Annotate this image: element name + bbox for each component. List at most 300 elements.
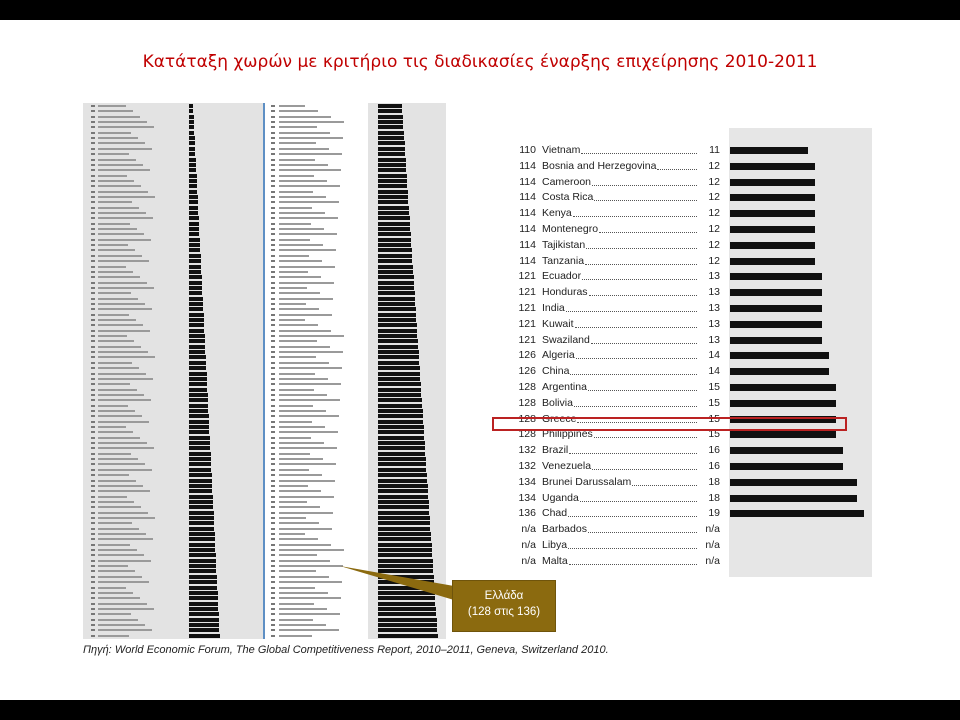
thumb-name-mark bbox=[279, 528, 332, 530]
row-value: 12 bbox=[708, 207, 720, 220]
row-rank: 114 bbox=[519, 254, 536, 267]
thumb-name-mark bbox=[279, 415, 339, 417]
thumb-rank-mark bbox=[91, 148, 95, 150]
thumb-rank-mark bbox=[91, 389, 95, 391]
chart-row bbox=[500, 238, 725, 252]
thumb-rank-mark bbox=[91, 581, 95, 583]
thumb-name-mark bbox=[279, 201, 339, 203]
row-leader-dots bbox=[591, 334, 697, 344]
thumb-rank-mark bbox=[91, 619, 95, 621]
thumb-rank-mark bbox=[271, 116, 275, 118]
thumb-rank-mark bbox=[271, 517, 275, 519]
thumb-name-mark bbox=[279, 383, 341, 385]
row-leader-dots bbox=[570, 365, 697, 375]
thumb-bar bbox=[378, 318, 416, 322]
greece-callout bbox=[452, 580, 556, 632]
thumb-name-mark bbox=[279, 153, 342, 155]
thumb-bar bbox=[189, 607, 218, 611]
thumb-bar bbox=[189, 479, 212, 483]
thumb-bar bbox=[378, 302, 415, 306]
thumb-bar bbox=[378, 307, 416, 311]
thumb-rank-mark bbox=[271, 496, 275, 498]
thumb-bar bbox=[378, 366, 420, 370]
thumb-rank-mark bbox=[91, 437, 95, 439]
thumb-bar bbox=[378, 500, 429, 504]
thumb-bar bbox=[189, 420, 209, 424]
thumb-bar bbox=[189, 628, 219, 632]
thumb-name-mark bbox=[279, 410, 326, 412]
thumb-name-mark bbox=[98, 196, 155, 198]
thumb-bar bbox=[189, 559, 216, 563]
thumb-rank-mark bbox=[271, 351, 275, 353]
thumb-rank-mark bbox=[271, 565, 275, 567]
row-value: 15 bbox=[708, 428, 720, 441]
ranking-chart bbox=[500, 128, 872, 578]
thumb-rank-mark bbox=[271, 608, 275, 610]
thumb-rank-mark bbox=[91, 330, 95, 332]
thumb-rank-mark bbox=[91, 506, 95, 508]
thumb-rank-mark bbox=[271, 480, 275, 482]
bar-costa-rica bbox=[730, 194, 815, 201]
chart-row bbox=[500, 443, 725, 457]
source-note bbox=[83, 644, 609, 656]
thumb-rank-mark bbox=[91, 287, 95, 289]
chart-row bbox=[500, 396, 725, 410]
thumb-name-mark bbox=[98, 453, 131, 455]
thumb-name-mark bbox=[279, 308, 319, 310]
thumb-rank-mark bbox=[91, 592, 95, 594]
thumb-name-mark bbox=[279, 367, 342, 369]
bar-ecuador bbox=[730, 273, 822, 280]
thumb-name-mark bbox=[98, 431, 133, 433]
thumb-rank-mark bbox=[271, 394, 275, 396]
thumb-bar bbox=[189, 398, 208, 402]
thumb-bar bbox=[378, 602, 435, 606]
thumb-name-mark bbox=[98, 271, 133, 273]
thumb-name-mark bbox=[98, 592, 133, 594]
thumb-name-mark bbox=[98, 533, 146, 535]
thumb-rank-mark bbox=[271, 389, 275, 391]
thumb-name-mark bbox=[279, 506, 320, 508]
thumb-rank-mark bbox=[271, 469, 275, 471]
thumb-name-mark bbox=[279, 447, 337, 449]
bar-china bbox=[730, 368, 829, 375]
thumb-rank-mark bbox=[91, 207, 95, 209]
thumb-name-mark bbox=[98, 287, 154, 289]
thumb-bar bbox=[378, 414, 423, 418]
thumb-rank-mark bbox=[271, 314, 275, 316]
thumb-bar bbox=[378, 527, 430, 531]
thumb-name-mark bbox=[279, 356, 316, 358]
thumb-rank-mark bbox=[271, 287, 275, 289]
thumb-bar bbox=[378, 634, 438, 638]
row-leader-dots bbox=[580, 492, 697, 502]
thumb-name-mark bbox=[279, 426, 325, 428]
thumb-bar bbox=[189, 372, 207, 376]
thumb-name-mark bbox=[98, 137, 138, 139]
thumb-rank-mark bbox=[271, 356, 275, 358]
thumb-rank-mark bbox=[271, 298, 275, 300]
thumb-bar bbox=[189, 548, 215, 552]
bar-vietnam bbox=[730, 147, 808, 154]
row-leader-dots bbox=[568, 539, 697, 549]
thumb-rank-mark bbox=[271, 576, 275, 578]
thumb-bar bbox=[189, 612, 219, 616]
thumb-name-mark bbox=[279, 303, 306, 305]
thumb-bar bbox=[189, 232, 199, 236]
thumb-name-mark bbox=[279, 362, 329, 364]
chart-row bbox=[500, 175, 725, 189]
thumb-bar bbox=[189, 195, 198, 199]
thumb-name-mark bbox=[279, 142, 316, 144]
thumb-rank-mark bbox=[271, 501, 275, 503]
thumb-name-mark bbox=[98, 276, 140, 278]
thumb-name-mark bbox=[98, 458, 138, 460]
thumb-name-mark bbox=[279, 501, 307, 503]
bar-tanzania bbox=[730, 258, 815, 265]
thumb-rank-mark bbox=[271, 415, 275, 417]
thumb-name-mark bbox=[98, 560, 151, 562]
thumb-rank-mark bbox=[271, 196, 275, 198]
row-country: Bolivia bbox=[542, 396, 573, 409]
thumb-bar bbox=[378, 361, 419, 365]
thumb-bar bbox=[378, 436, 424, 440]
thumb-name-mark bbox=[279, 512, 333, 514]
thumb-name-mark bbox=[98, 351, 148, 353]
chart-row bbox=[500, 317, 725, 331]
thumb-bar bbox=[189, 307, 203, 311]
row-country: Barbados bbox=[542, 523, 587, 536]
thumb-rank-mark bbox=[91, 635, 95, 637]
thumb-name-mark bbox=[279, 496, 334, 498]
thumb-rank-mark bbox=[91, 169, 95, 171]
thumb-name-mark bbox=[98, 185, 141, 187]
row-rank: 132 bbox=[518, 460, 536, 472]
callout-subtitle: (128 στις 136) bbox=[467, 606, 541, 618]
thumb-rank-mark bbox=[91, 319, 95, 321]
thumb-bar bbox=[189, 168, 196, 172]
row-leader-dots bbox=[585, 255, 697, 265]
thumb-name-mark bbox=[98, 373, 146, 375]
thumb-bar bbox=[189, 393, 208, 397]
thumb-name-mark bbox=[279, 249, 336, 251]
thumb-name-mark bbox=[279, 490, 321, 492]
thumb-name-mark bbox=[98, 324, 143, 326]
thumb-bar bbox=[378, 409, 423, 413]
thumb-rank-mark bbox=[91, 249, 95, 251]
thumb-name-mark bbox=[98, 619, 138, 621]
thumb-bar bbox=[378, 548, 432, 552]
thumb-rank-mark bbox=[271, 207, 275, 209]
bar-bolivia bbox=[730, 400, 836, 407]
thumb-bar bbox=[189, 190, 197, 194]
thumb-bar bbox=[378, 104, 402, 108]
thumb-name-mark bbox=[98, 282, 147, 284]
row-rank: 114 bbox=[519, 175, 536, 188]
thumb-bar bbox=[189, 109, 193, 113]
thumb-rank-mark bbox=[91, 132, 95, 134]
thumb-name-mark bbox=[279, 378, 328, 380]
row-leader-dots bbox=[592, 176, 697, 186]
thumb-rank-mark bbox=[91, 255, 95, 257]
thumb-name-mark bbox=[279, 185, 340, 187]
thumb-bar bbox=[189, 313, 204, 317]
thumb-rank-mark bbox=[271, 271, 275, 273]
thumb-rank-mark bbox=[271, 624, 275, 626]
thumb-name-mark bbox=[98, 496, 127, 498]
thumb-rank-mark bbox=[271, 410, 275, 412]
row-country: Swaziland bbox=[542, 333, 590, 346]
thumb-name-mark bbox=[98, 142, 145, 144]
row-leader-dots bbox=[574, 397, 697, 407]
row-country: Philippines bbox=[542, 428, 593, 441]
thumb-bar bbox=[189, 248, 200, 252]
thumb-name-mark bbox=[98, 447, 154, 449]
row-leader-dots bbox=[632, 476, 697, 486]
thumb-name-mark bbox=[98, 437, 140, 439]
thumb-name-mark bbox=[279, 330, 331, 332]
thumb-rank-mark bbox=[271, 169, 275, 171]
thumb-name-mark bbox=[279, 469, 309, 471]
thumb-name-mark bbox=[98, 554, 144, 556]
thumb-bar bbox=[378, 131, 404, 135]
thumb-bar bbox=[378, 420, 423, 424]
thumb-rank-mark bbox=[271, 132, 275, 134]
thumb-bar bbox=[378, 441, 425, 445]
row-country: Bosnia and Herzegovina bbox=[542, 159, 657, 172]
thumb-bar bbox=[378, 468, 426, 472]
thumb-bar bbox=[189, 227, 199, 231]
thumb-name-mark bbox=[98, 389, 137, 391]
thumb-rank-mark bbox=[271, 549, 275, 551]
thumb-rank-mark bbox=[91, 314, 95, 316]
row-rank: 121 bbox=[518, 302, 536, 314]
thumb-name-mark bbox=[98, 501, 134, 503]
thumb-bar bbox=[189, 591, 218, 595]
bar-swaziland bbox=[730, 337, 822, 344]
thumb-bar bbox=[378, 270, 413, 274]
thumb-rank-mark bbox=[91, 480, 95, 482]
thumb-name-mark bbox=[279, 212, 325, 214]
greece-highlight-box bbox=[492, 417, 847, 431]
thumb-rank-mark bbox=[271, 159, 275, 161]
thumb-name-mark bbox=[98, 469, 152, 471]
thumb-bar bbox=[378, 206, 409, 210]
row-country: India bbox=[542, 302, 565, 314]
thumb-rank-mark bbox=[91, 308, 95, 310]
thumb-bar bbox=[189, 339, 205, 343]
thumb-bar bbox=[378, 275, 414, 279]
row-value: 12 bbox=[708, 159, 720, 172]
thumb-bar bbox=[378, 430, 424, 434]
thumb-bar bbox=[189, 323, 204, 327]
row-rank: n/a bbox=[521, 523, 536, 536]
bar-bosnia-and-herzegovina bbox=[730, 163, 815, 170]
thumb-name-mark bbox=[279, 421, 312, 423]
row-leader-dots bbox=[569, 444, 697, 454]
thumb-rank-mark bbox=[271, 538, 275, 540]
thumb-rank-mark bbox=[271, 239, 275, 241]
thumb-rank-mark bbox=[91, 116, 95, 118]
thumb-name-mark bbox=[279, 271, 308, 273]
chart-row bbox=[500, 301, 725, 315]
thumb-bar bbox=[189, 125, 194, 129]
row-leader-dots bbox=[582, 270, 697, 280]
thumb-name-mark bbox=[98, 426, 126, 428]
thumb-rank-mark bbox=[91, 474, 95, 476]
row-leader-dots bbox=[568, 507, 697, 517]
thumb-name-mark bbox=[98, 292, 131, 294]
thumb-name-mark bbox=[279, 196, 326, 198]
thumb-bar bbox=[378, 350, 419, 354]
thumb-bar bbox=[189, 120, 194, 124]
thumb-rank-mark bbox=[271, 164, 275, 166]
row-value: n/a bbox=[705, 523, 720, 536]
thumb-bar bbox=[189, 388, 207, 392]
row-country: Montenegro bbox=[542, 223, 599, 235]
thumb-name-mark bbox=[98, 110, 133, 112]
thumb-name-mark bbox=[279, 324, 318, 326]
thumb-name-mark bbox=[279, 629, 339, 631]
thumb-bar bbox=[189, 580, 217, 584]
thumb-bar bbox=[189, 511, 214, 515]
thumb-rank-mark bbox=[271, 276, 275, 278]
thumb-name-mark bbox=[98, 576, 142, 578]
thumb-name-mark bbox=[279, 121, 344, 123]
thumb-name-mark bbox=[279, 581, 342, 583]
thumb-bar bbox=[378, 216, 410, 220]
row-country: Tajikistan bbox=[542, 238, 586, 251]
thumb-name-mark bbox=[98, 132, 131, 134]
thumb-bar bbox=[189, 446, 210, 450]
thumb-rank-mark bbox=[91, 244, 95, 246]
thumb-rank-mark bbox=[91, 373, 95, 375]
row-country: Chad bbox=[542, 507, 568, 520]
thumb-name-mark bbox=[98, 191, 148, 193]
thumb-col1-shade bbox=[83, 103, 263, 639]
thumb-bar bbox=[189, 184, 197, 188]
thumb-name-mark bbox=[98, 538, 153, 540]
thumb-name-mark bbox=[98, 405, 128, 407]
thumb-rank-mark bbox=[271, 233, 275, 235]
thumb-rank-mark bbox=[91, 576, 95, 578]
thumb-bar bbox=[378, 254, 412, 258]
thumb-name-mark bbox=[279, 480, 335, 482]
thumb-bar bbox=[189, 409, 208, 413]
callout-pointer bbox=[338, 560, 458, 600]
thumb-name-mark bbox=[279, 340, 317, 342]
thumb-rank-mark bbox=[91, 560, 95, 562]
thumb-rank-mark bbox=[271, 544, 275, 546]
thumb-name-mark bbox=[279, 373, 315, 375]
thumb-rank-mark bbox=[91, 629, 95, 631]
thumb-rank-mark bbox=[271, 463, 275, 465]
thumb-name-mark bbox=[98, 512, 148, 514]
thumb-rank-mark bbox=[91, 549, 95, 551]
row-rank: 126 bbox=[518, 365, 536, 378]
thumb-rank-mark bbox=[271, 142, 275, 144]
thumb-rank-mark bbox=[91, 613, 95, 615]
thumb-rank-mark bbox=[271, 175, 275, 177]
chart-row bbox=[500, 222, 725, 236]
thumb-bar bbox=[189, 537, 215, 541]
row-leader-dots bbox=[573, 207, 697, 217]
thumb-name-mark bbox=[279, 319, 305, 321]
thumb-rank-mark bbox=[91, 303, 95, 305]
row-value: 13 bbox=[708, 302, 720, 314]
thumb-name-mark bbox=[279, 260, 322, 262]
thumb-bar bbox=[378, 473, 427, 477]
thumb-rank-mark bbox=[91, 415, 95, 417]
thumb-rank-mark bbox=[91, 362, 95, 364]
thumb-bar bbox=[189, 452, 211, 456]
thumb-rank-mark bbox=[271, 191, 275, 193]
thumb-name-mark bbox=[98, 308, 152, 310]
row-rank: 121 bbox=[518, 270, 536, 283]
thumb-rank-mark bbox=[271, 185, 275, 187]
thumb-rank-mark bbox=[91, 335, 95, 337]
thumb-name-mark bbox=[98, 463, 145, 465]
thumb-rank-mark bbox=[271, 373, 275, 375]
thumb-bar bbox=[189, 462, 211, 466]
thumb-rank-mark bbox=[91, 565, 95, 567]
bar-philippines bbox=[730, 431, 836, 438]
thumb-bar bbox=[378, 612, 436, 616]
thumb-bar bbox=[189, 596, 218, 600]
thumb-rank-mark bbox=[91, 490, 95, 492]
thumb-rank-mark bbox=[271, 121, 275, 123]
row-country: Vietnam bbox=[542, 144, 581, 156]
row-value: 14 bbox=[708, 365, 720, 378]
thumb-rank-mark bbox=[91, 538, 95, 540]
thumb-name-mark bbox=[98, 148, 152, 150]
chart-row bbox=[500, 348, 725, 362]
thumb-name-mark bbox=[279, 346, 330, 348]
thumb-rank-mark bbox=[271, 266, 275, 268]
thumb-rank-mark bbox=[91, 512, 95, 514]
thumb-name-mark bbox=[98, 233, 144, 235]
thumb-name-mark bbox=[98, 410, 135, 412]
thumb-name-mark bbox=[98, 608, 154, 610]
thumb-rank-mark bbox=[91, 346, 95, 348]
thumb-name-mark bbox=[98, 528, 139, 530]
row-value: 14 bbox=[708, 349, 720, 362]
thumb-rank-mark bbox=[91, 624, 95, 626]
thumb-bar bbox=[378, 115, 403, 119]
thumb-name-mark bbox=[98, 544, 130, 546]
thumb-bar bbox=[189, 543, 215, 547]
thumb-bar bbox=[189, 163, 196, 167]
thumb-bar bbox=[378, 200, 408, 204]
thumb-bar bbox=[189, 211, 198, 215]
chart-row bbox=[500, 143, 725, 157]
thumb-rank-mark bbox=[91, 137, 95, 139]
thumb-rank-mark bbox=[271, 528, 275, 530]
thumb-bar bbox=[378, 495, 428, 499]
thumb-name-mark bbox=[98, 581, 149, 583]
thumb-bar bbox=[378, 281, 414, 285]
thumb-bar bbox=[189, 243, 200, 247]
thumb-rank-mark bbox=[91, 340, 95, 342]
row-leader-dots bbox=[569, 555, 697, 565]
thumb-bar bbox=[378, 345, 418, 349]
thumb-name-mark bbox=[98, 603, 147, 605]
thumb-name-mark bbox=[279, 126, 317, 128]
thumb-rank-mark bbox=[271, 597, 275, 599]
thumb-name-mark bbox=[98, 249, 135, 251]
thumb-bar bbox=[189, 436, 210, 440]
thumb-name-mark bbox=[279, 148, 329, 150]
